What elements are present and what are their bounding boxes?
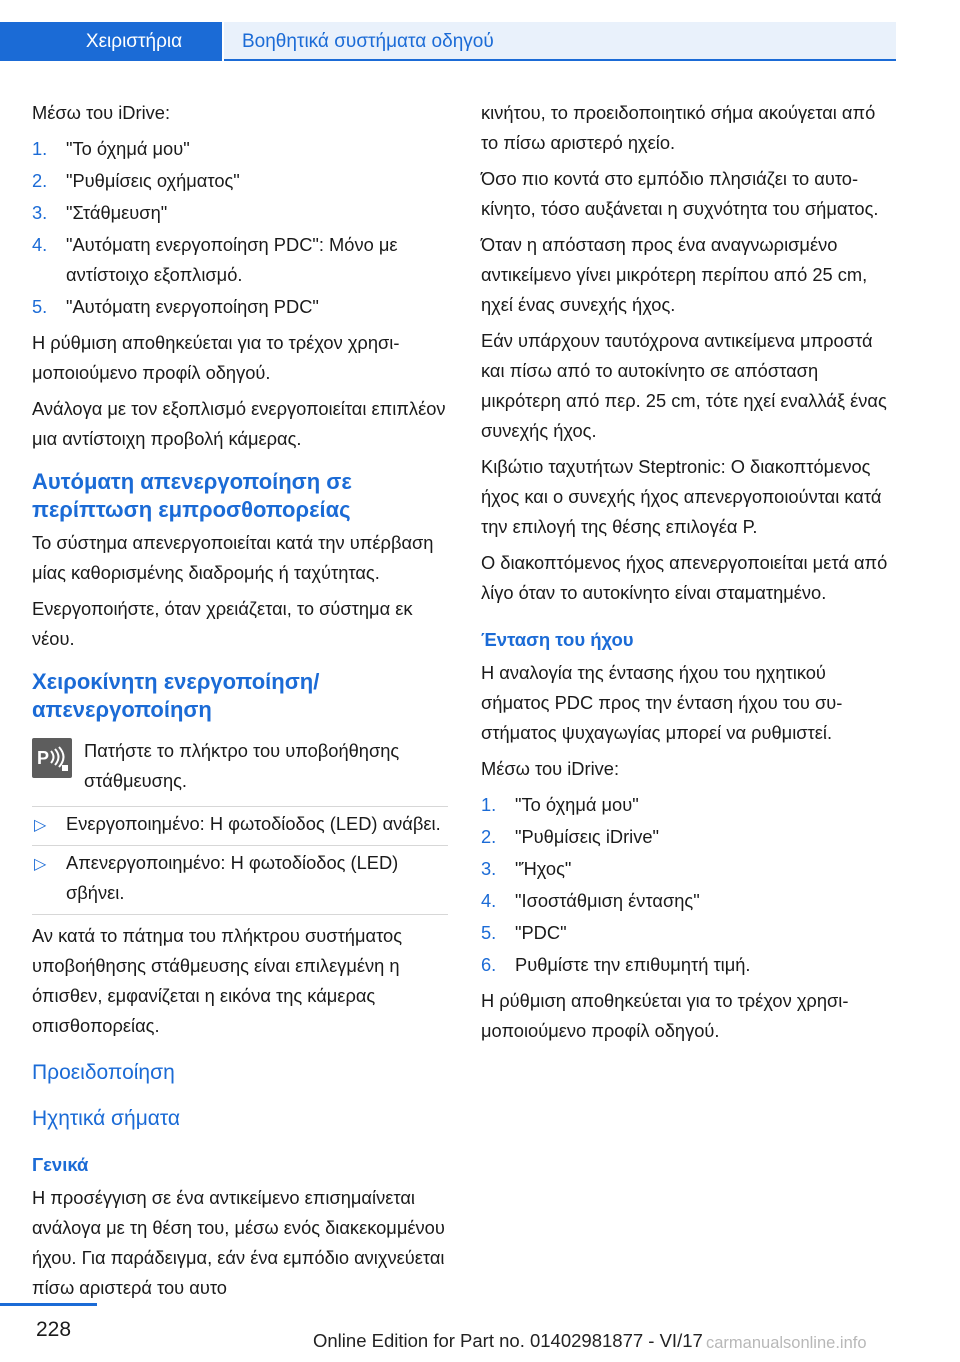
tab-controls-label: Χειριστήρια xyxy=(85,30,183,52)
list-item: ▷ Απενεργοποιημένο: Η φωτοδίοδος (LED) σβήνει. xyxy=(32,846,448,915)
watermark-text: carmanualsonline.info xyxy=(706,1334,867,1352)
paragraph: Όσο πιο κοντά στο εμπόδιο πλησιάζει το αυτοκίνητο, τόσο αυξάνεται η συχνότητα του σήματος. xyxy=(481,168,879,219)
list-item: 6. Ρυθμίστε την επιθυμητή τιμή. xyxy=(481,954,751,975)
heading-auto-deactivation: Αυτόματη απενεργοποίηση σε περίπτωση εμπροσθοπορείας xyxy=(32,469,352,522)
edition-text: Online Edition for Part no. 01402981877 - VI/17 xyxy=(313,1330,703,1351)
list-item: 1. "Το όχημά μου" xyxy=(481,794,639,815)
paragraph: Η προσέγγιση σε ένα αντικείμενο επισημαίνεται ανάλογα με τη θέση του, μέσω ενός διακεκομμένου ήχου. Για παράδειγμα, εάν ένα εμπόδιο ανιχνεύεται πίσω αριστερά του αυτο xyxy=(32,1187,445,1298)
heading-volume: Ένταση του ήχου xyxy=(481,629,634,650)
header-tabbar xyxy=(0,22,960,61)
tab-underline xyxy=(224,59,896,61)
paragraph: Ο διακοπτόμενος ήχος απενεργοποιείται μετά από λίγο όταν το αυτοκίνητο είναι σταματημένο. xyxy=(481,552,888,603)
tab-controls[interactable] xyxy=(0,22,222,61)
list-item: 2. "Ρυθμίσεις οχήματος" xyxy=(32,170,240,191)
parking-assist-button-icon xyxy=(32,738,72,778)
list-item: 4. "Αυτόματη ενεργοποίηση PDC": Μόνο με αντίστοιχο εξοπλισμό. xyxy=(32,234,398,285)
right-column xyxy=(481,98,897,1052)
paragraph: Κιβώτιο ταχυτήτων Steptronic: Ο διακοπτόμενος ήχος και ο συνεχής ήχος απενεργοποιούνται κατά την επιλογή της θέσης επιλογέα P. xyxy=(481,456,882,537)
list-item: 5. "Αυτόματη ενεργοποίηση PDC" xyxy=(32,296,319,317)
button-instruction-text: Πατήστε το πλήκτρο του υποβοήθησης στάθμευσης. xyxy=(84,740,400,791)
paragraph: Αν κατά το πάτημα του πλήκτρου συστήματος υποβοήθησης στάθμευσης είναι επιλεγμένη η όπισθεν, εμφανίζεται η εικόνα της κάμερας οπισθοπορείας. xyxy=(32,925,403,1036)
heading-warning: Προειδοποίηση xyxy=(32,1061,175,1084)
triangle-bullet-icon: ▷ xyxy=(34,856,47,873)
paragraph: Εάν υπάρχουν ταυτόχρονα αντικείμενα μπροστά και πίσω από το αυτοκίνητο σε απόσταση μικρότερη από περ. 25 cm, τότε ηχεί εναλλάξ ένας συνεχής ήχος. xyxy=(481,330,887,441)
list-item: 2. "Ρυθμίσεις iDrive" xyxy=(481,826,660,847)
paragraph: Η αναλογία της έντασης ήχου του ηχητικού σήματος PDC προς την ένταση ήχου του συστήματος ψυχαγωγίας μπορεί να ρυθμιστεί. xyxy=(481,662,843,743)
page-number: 228 xyxy=(36,1318,72,1341)
settings-steps-list xyxy=(32,134,448,322)
button-instruction xyxy=(32,736,448,796)
heading-acoustic-signals: Ηχητικά σήματα xyxy=(32,1107,181,1130)
list-item: 3. "Στάθμευση" xyxy=(32,202,168,223)
paragraph: Ενεργοποιήστε, όταν χρειάζεται, το σύστημα εκ νέου. xyxy=(32,598,413,649)
heading-general: Γενικά xyxy=(32,1154,89,1175)
left-column xyxy=(32,98,448,1309)
tab-driver-assistance-label: Βοηθητικά συστήματα οδηγού xyxy=(242,30,494,52)
list-item: 1. "Το όχημά μου" xyxy=(32,138,190,159)
svg-text:P: P xyxy=(37,748,50,768)
list-item: 4. "Ισοστάθμιση έντασης" xyxy=(481,890,700,911)
tab-driver-assistance[interactable] xyxy=(224,22,896,61)
footer-accent-line xyxy=(0,1303,97,1306)
paragraph: Ανάλογα με τον εξοπλισμό ενεργοποιείται επιπλέον μια αντίστοιχη προβολή κάμερας. xyxy=(32,398,446,449)
paragraph: Το σύστημα απενεργοποιείται κατά την υπέρβαση μίας καθορισμένης διαδρομής ή ταχύτητας. xyxy=(32,532,434,583)
paragraph: κινήτου, το προειδοποιητικό σήμα ακούγεται από το πίσω αριστερό ηχείο. xyxy=(481,102,876,153)
volume-steps-list xyxy=(481,790,897,980)
paragraph: Η ρύθμιση αποθηκεύεται για το τρέχον χρησιμοποιούμενο προφίλ οδηγού. xyxy=(481,990,849,1041)
led-status-list xyxy=(32,806,448,915)
paragraph: Η ρύθμιση αποθηκεύεται για το τρέχον χρησιμοποιούμενο προφίλ οδηγού. xyxy=(32,332,400,383)
triangle-bullet-icon: ▷ xyxy=(34,817,47,834)
idrive-intro: Μέσω του iDrive: xyxy=(32,102,171,123)
paragraph: Όταν η απόσταση προς ένα αναγνωρισμένο αντικείμενο γίνει μικρότερη περίπου από 25 cm, ηχεί ένας συνεχής ήχος. xyxy=(481,234,868,315)
list-item: 3. "Ήχος" xyxy=(481,858,572,879)
list-item: 5. "PDC" xyxy=(481,922,567,943)
heading-manual-activation: Χειροκίνητη ενεργοποίηση/ απενεργοποίηση xyxy=(32,669,320,722)
idrive-intro: Μέσω του iDrive: xyxy=(481,758,620,779)
list-item: ▷ Ενεργοποιημένο: Η φωτοδίοδος (LED) ανάβει. xyxy=(32,807,448,846)
